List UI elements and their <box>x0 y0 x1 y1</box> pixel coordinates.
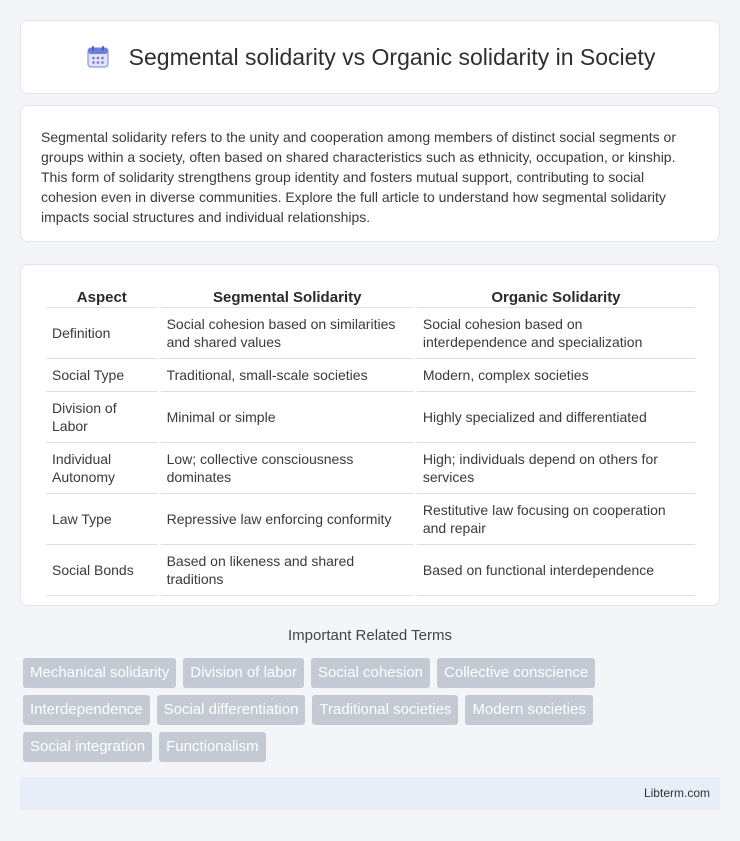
page-title: Segmental solidarity vs Organic solidarity in Society <box>128 43 656 70</box>
related-term-tag[interactable]: Traditional societies <box>312 695 458 725</box>
related-term-tag[interactable]: Collective conscience <box>437 658 595 688</box>
table-row <box>46 308 695 359</box>
column-header-aspect: Aspect <box>46 287 158 308</box>
table-cell-organic: Based on functional interdependence <box>417 545 695 596</box>
table-cell-segmental: Minimal or simple <box>161 392 414 443</box>
table-cell-organic: High; individuals depend on others for services <box>417 443 695 494</box>
table-cell-aspect: Division of Labor <box>46 392 158 443</box>
footer-site-link[interactable]: Libterm.com <box>643 786 710 800</box>
comparison-table <box>43 287 698 596</box>
footer <box>20 777 720 810</box>
table-row <box>46 359 695 392</box>
table-cell-segmental: Repressive law enforcing conformity <box>161 494 414 545</box>
table-cell-organic: Restitutive law focusing on cooperation and repair <box>417 494 695 545</box>
table-row <box>46 392 695 443</box>
comparison-table-card <box>20 264 720 606</box>
table-cell-aspect: Social Bonds <box>46 545 158 596</box>
table-row <box>46 494 695 545</box>
table-header-row <box>46 287 695 308</box>
related-term-tag[interactable]: Division of labor <box>183 658 304 688</box>
table-cell-organic: Highly specialized and differentiated <box>417 392 695 443</box>
table-cell-aspect: Definition <box>46 308 158 359</box>
table-cell-aspect: Law Type <box>46 494 158 545</box>
table-cell-organic: Social cohesion based on interdependence and specialization <box>417 308 695 359</box>
calendar-icon <box>85 44 111 70</box>
related-term-tag[interactable]: Mechanical solidarity <box>23 658 176 688</box>
table-cell-aspect: Individual Autonomy <box>46 443 158 494</box>
table-cell-organic: Modern, complex societies <box>417 359 695 392</box>
table-cell-segmental: Traditional, small-scale societies <box>161 359 414 392</box>
related-term-tag[interactable]: Social cohesion <box>311 658 430 688</box>
column-header-organic: Organic Solidarity <box>417 287 695 308</box>
related-term-tag[interactable]: Social integration <box>23 732 152 762</box>
intro-card <box>20 105 720 242</box>
related-term-tag[interactable]: Interdependence <box>23 695 150 725</box>
related-term-tag[interactable]: Social differentiation <box>157 695 306 725</box>
related-terms-list <box>23 658 723 762</box>
table-cell-segmental: Based on likeness and shared traditions <box>161 545 414 596</box>
related-term-tag[interactable]: Modern societies <box>465 695 592 725</box>
table-cell-aspect: Social Type <box>46 359 158 392</box>
related-terms-heading: Important Related Terms <box>288 627 452 644</box>
related-term-tag[interactable]: Functionalism <box>159 732 266 762</box>
table-cell-segmental: Low; collective consciousness dominates <box>161 443 414 494</box>
table-row <box>46 443 695 494</box>
column-header-segmental: Segmental Solidarity <box>161 287 414 308</box>
table-cell-segmental: Social cohesion based on similarities and shared values <box>161 308 414 359</box>
header-card <box>20 20 720 94</box>
intro-paragraph: Segmental solidarity refers to the unity and cooperation among members of distinct social segments or groups within a society, often based on shared characteristics such as ethnicity, occupation, or kinship. This form of solidarity strengthens group identity and fosters mutual support, contributing to social cohesion even in diverse communities. Explore the full article to understand how segmental solidarity impacts social structures and individual relationships. <box>41 129 676 225</box>
table-row <box>46 545 695 596</box>
